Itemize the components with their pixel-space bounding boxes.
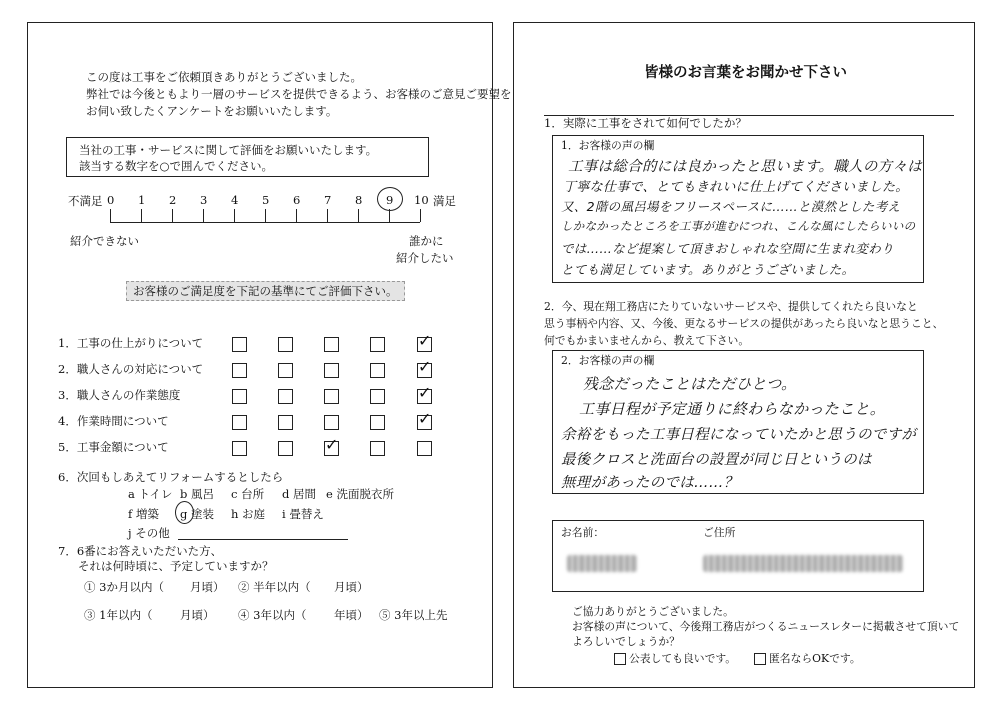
rating-checkbox[interactable]: [417, 409, 432, 430]
rating-checkbox[interactable]: [324, 363, 339, 378]
rating-checkbox[interactable]: [324, 435, 339, 456]
check-mark-icon: ✓: [418, 357, 432, 376]
rating-checkbox[interactable]: [232, 363, 247, 378]
rating-checkbox[interactable]: [278, 415, 293, 430]
scale-number-1[interactable]: 1: [138, 193, 146, 207]
box2-line-1: 残念だったことはただひとつ。: [583, 375, 797, 393]
box1-line-3: 又、2階の風呂場をフリースペースに……と漠然とした考え: [561, 199, 901, 214]
scale-tick: [358, 209, 359, 222]
q6-other-line[interactable]: [178, 539, 348, 540]
q7-opt1-end: 月頃）: [190, 580, 225, 594]
q7-opt4[interactable]: ④ 3年以内（: [238, 608, 307, 622]
q6-opt-d[interactable]: d 居間: [282, 487, 317, 501]
scale-number-6[interactable]: 6: [293, 193, 301, 207]
rating-checkbox[interactable]: [324, 337, 339, 352]
q7-opt3-end: 月頃）: [180, 608, 215, 622]
box1-line-4: しかなかったところを工事が進むにつれ、こんな風にしたらいいの: [561, 219, 916, 233]
q6-opt-c[interactable]: c 台所: [231, 487, 265, 501]
rating-checkbox[interactable]: [417, 357, 432, 378]
intro-line-1: この度は工事をご依頼頂きありがとうございました。: [86, 70, 362, 84]
consent-anonymous-checkbox[interactable]: [754, 653, 766, 665]
check-mark-icon: ✓: [418, 383, 432, 402]
box2-line-2: 工事日程が予定通りに終わらなかったこと。: [579, 400, 886, 418]
scale-tick: [234, 209, 235, 222]
q7-opt2[interactable]: ② 半年以内（: [238, 580, 311, 594]
contact-box: [552, 520, 924, 592]
consent-publish-label: 公表しても良いです。: [629, 652, 737, 665]
q6-selected-circle: [175, 501, 194, 524]
scale-tick: [327, 209, 328, 222]
q6-opt-a[interactable]: a トイレ: [128, 487, 173, 501]
voice-box-2[interactable]: [552, 350, 924, 494]
consent-publish-checkbox[interactable]: [614, 653, 626, 665]
q7-sub: それは何時頃に、予定していますか？: [78, 559, 274, 573]
q7-opt1[interactable]: ① 3か月以内（: [84, 580, 164, 594]
scale-tick: [172, 209, 173, 222]
scale-tick: [110, 209, 111, 222]
rating-item-label: 4．作業時間について: [58, 414, 169, 428]
scale-number-9[interactable]: 9: [386, 193, 394, 207]
box1-label: 1．お客様の声の欄: [561, 139, 655, 152]
survey-left-page: [27, 22, 512, 688]
rating-checkbox[interactable]: [370, 363, 385, 378]
q1-question: 1．実際に工事をされて如何でしたか？: [544, 116, 747, 130]
rating-item-label: 3．職人さんの作業態度: [58, 388, 181, 402]
eval-instruction-1: 当社の工事・サービスに関して評価をお願いいたします。: [79, 143, 378, 157]
selected-score-circle: [377, 187, 403, 211]
consent-line-1: お客様の声について、今後翔工務店がつくるニュースレターに掲載させて頂いて: [572, 620, 960, 633]
redacted-address: [703, 555, 903, 572]
scale-number-10[interactable]: 10: [414, 193, 429, 207]
thanks-text: ご協力ありがとうございました。: [572, 605, 734, 618]
q6-opt-e[interactable]: e 洗面脱衣所: [326, 487, 394, 501]
q6-opt-b[interactable]: b 風呂: [180, 487, 215, 501]
q2-line-2: 思う事柄や内容、又、今後、更なるサービスの提供があったら良いなと思うこと、: [544, 317, 944, 330]
rating-checkbox[interactable]: [278, 337, 293, 352]
rating-checkbox[interactable]: [417, 383, 432, 404]
q2-line-3: 何でもかまいませんから、教えて下さい。: [544, 334, 750, 347]
consent-line-2: よろしいでしょうか？: [572, 635, 680, 648]
scale-bottom-right-1: 誰かに: [409, 234, 444, 248]
address-label: ご住所: [703, 526, 736, 539]
box1-line-5: では……など提案して頂きおしゃれな空間に生まれ変わり: [561, 241, 894, 256]
check-mark-icon: ✓: [418, 331, 432, 350]
scale-number-2[interactable]: 2: [169, 193, 177, 207]
box2-line-3: 余裕をもった工事日程になっていたかと思うのですが: [561, 427, 917, 443]
q6-opt-j[interactable]: j その他: [128, 526, 170, 540]
rating-item-label: 5．工事金額について: [58, 440, 169, 454]
scale-number-0[interactable]: 0: [107, 193, 115, 207]
q6-opt-i[interactable]: i 畳替え: [282, 507, 324, 521]
box2-line-4: 最後クロスと洗面台の設置が同じ日というのは: [561, 452, 872, 468]
box1-line-6: とても満足しています。ありがとうございました。: [561, 262, 855, 277]
q7-opt5[interactable]: ⑤ 3年以上先: [379, 608, 448, 622]
survey-right-page: [513, 22, 975, 688]
box2-label: 2．お客様の声の欄: [561, 354, 655, 367]
q6-opt-f[interactable]: f 増築: [128, 507, 159, 521]
check-mark-icon: ✓: [418, 409, 432, 428]
rating-checkbox[interactable]: [232, 441, 247, 456]
box2-line-5: 無理があったのでは……？: [561, 475, 739, 491]
q7-opt4-end: 年頃）: [334, 608, 369, 622]
redacted-name: [567, 555, 637, 572]
scale-number-7[interactable]: 7: [324, 193, 332, 207]
scale-number-5[interactable]: 5: [262, 193, 270, 207]
rating-checkbox[interactable]: [278, 441, 293, 456]
scale-bottom-left: 紹介できない: [70, 234, 139, 248]
rating-checkbox[interactable]: [324, 389, 339, 404]
q2-line-1: 2．今、現在翔工務店にたりていないサービスや、提供してくれたら良いなと: [544, 300, 918, 313]
rating-item-label: 1．工事の仕上がりについて: [58, 336, 204, 350]
intro-line-3: お伺い致したくアンケートをお願いいたします。: [86, 104, 338, 118]
rating-checkbox[interactable]: [417, 441, 432, 456]
rating-checkbox[interactable]: [232, 337, 247, 352]
eval-instruction-2: 該当する数字を○で囲んでください。: [79, 159, 274, 173]
scale-tick: [296, 209, 297, 222]
rating-checkbox[interactable]: [370, 389, 385, 404]
rating-checkbox[interactable]: [232, 415, 247, 430]
check-mark-icon: ✓: [325, 435, 339, 454]
scale-tick: [203, 209, 204, 222]
box1-line-1: 工事は総合的には良かったと思います。職人の方々は: [568, 159, 923, 175]
scale-bottom-right-2: 紹介したい: [396, 251, 454, 265]
rating-checkbox[interactable]: [278, 363, 293, 378]
criteria-heading: お客様のご満足度を下記の基準にてご評価下さい。: [126, 281, 405, 301]
q7-title: 7．6番にお答えいただいた方、: [58, 544, 223, 558]
q7-opt2-end: 月頃）: [334, 580, 369, 594]
scale-left-label: 不満足: [68, 194, 103, 208]
rating-checkbox[interactable]: [278, 389, 293, 404]
evaluation-box: [66, 137, 429, 177]
intro-line-2: 弊社では今後ともより一層のサービスを提供できるよう、お客様のご意見ご要望を: [86, 87, 512, 101]
name-label: お名前：: [561, 526, 605, 539]
rating-checkbox[interactable]: [232, 389, 247, 404]
box1-line-2: 丁寧な仕事で、とてもきれいに仕上げてくださいました。: [563, 180, 909, 195]
rating-item-label: 2．職人さんの対応について: [58, 362, 204, 376]
rating-checkbox[interactable]: [370, 337, 385, 352]
scale-number-3[interactable]: 3: [200, 193, 208, 207]
voice-box-1[interactable]: [552, 135, 924, 283]
rating-checkbox[interactable]: [324, 415, 339, 430]
q6-opt-h[interactable]: h お庭: [231, 507, 266, 521]
consent-anonymous-label: 匿名ならOKです。: [769, 652, 861, 665]
q6-opt-g[interactable]: g 塗装: [180, 507, 215, 521]
scale-tick: [265, 209, 266, 222]
scale-number-4[interactable]: 4: [231, 193, 239, 207]
scale-number-8[interactable]: 8: [355, 193, 363, 207]
rating-checkbox[interactable]: [417, 331, 432, 352]
rating-checkbox[interactable]: [370, 441, 385, 456]
scale-tick: [420, 209, 421, 222]
page-title: 皆様のお言葉をお聞かせ下さい: [644, 64, 847, 81]
scale-tick: [141, 209, 142, 222]
scale-line: [110, 207, 420, 223]
scale-right-label: 満足: [433, 194, 456, 208]
rating-checkbox[interactable]: [370, 415, 385, 430]
q7-opt3[interactable]: ③ 1年以内（: [84, 608, 153, 622]
q6-title: 6．次回もしあえてリフォームするとしたら: [58, 470, 284, 484]
